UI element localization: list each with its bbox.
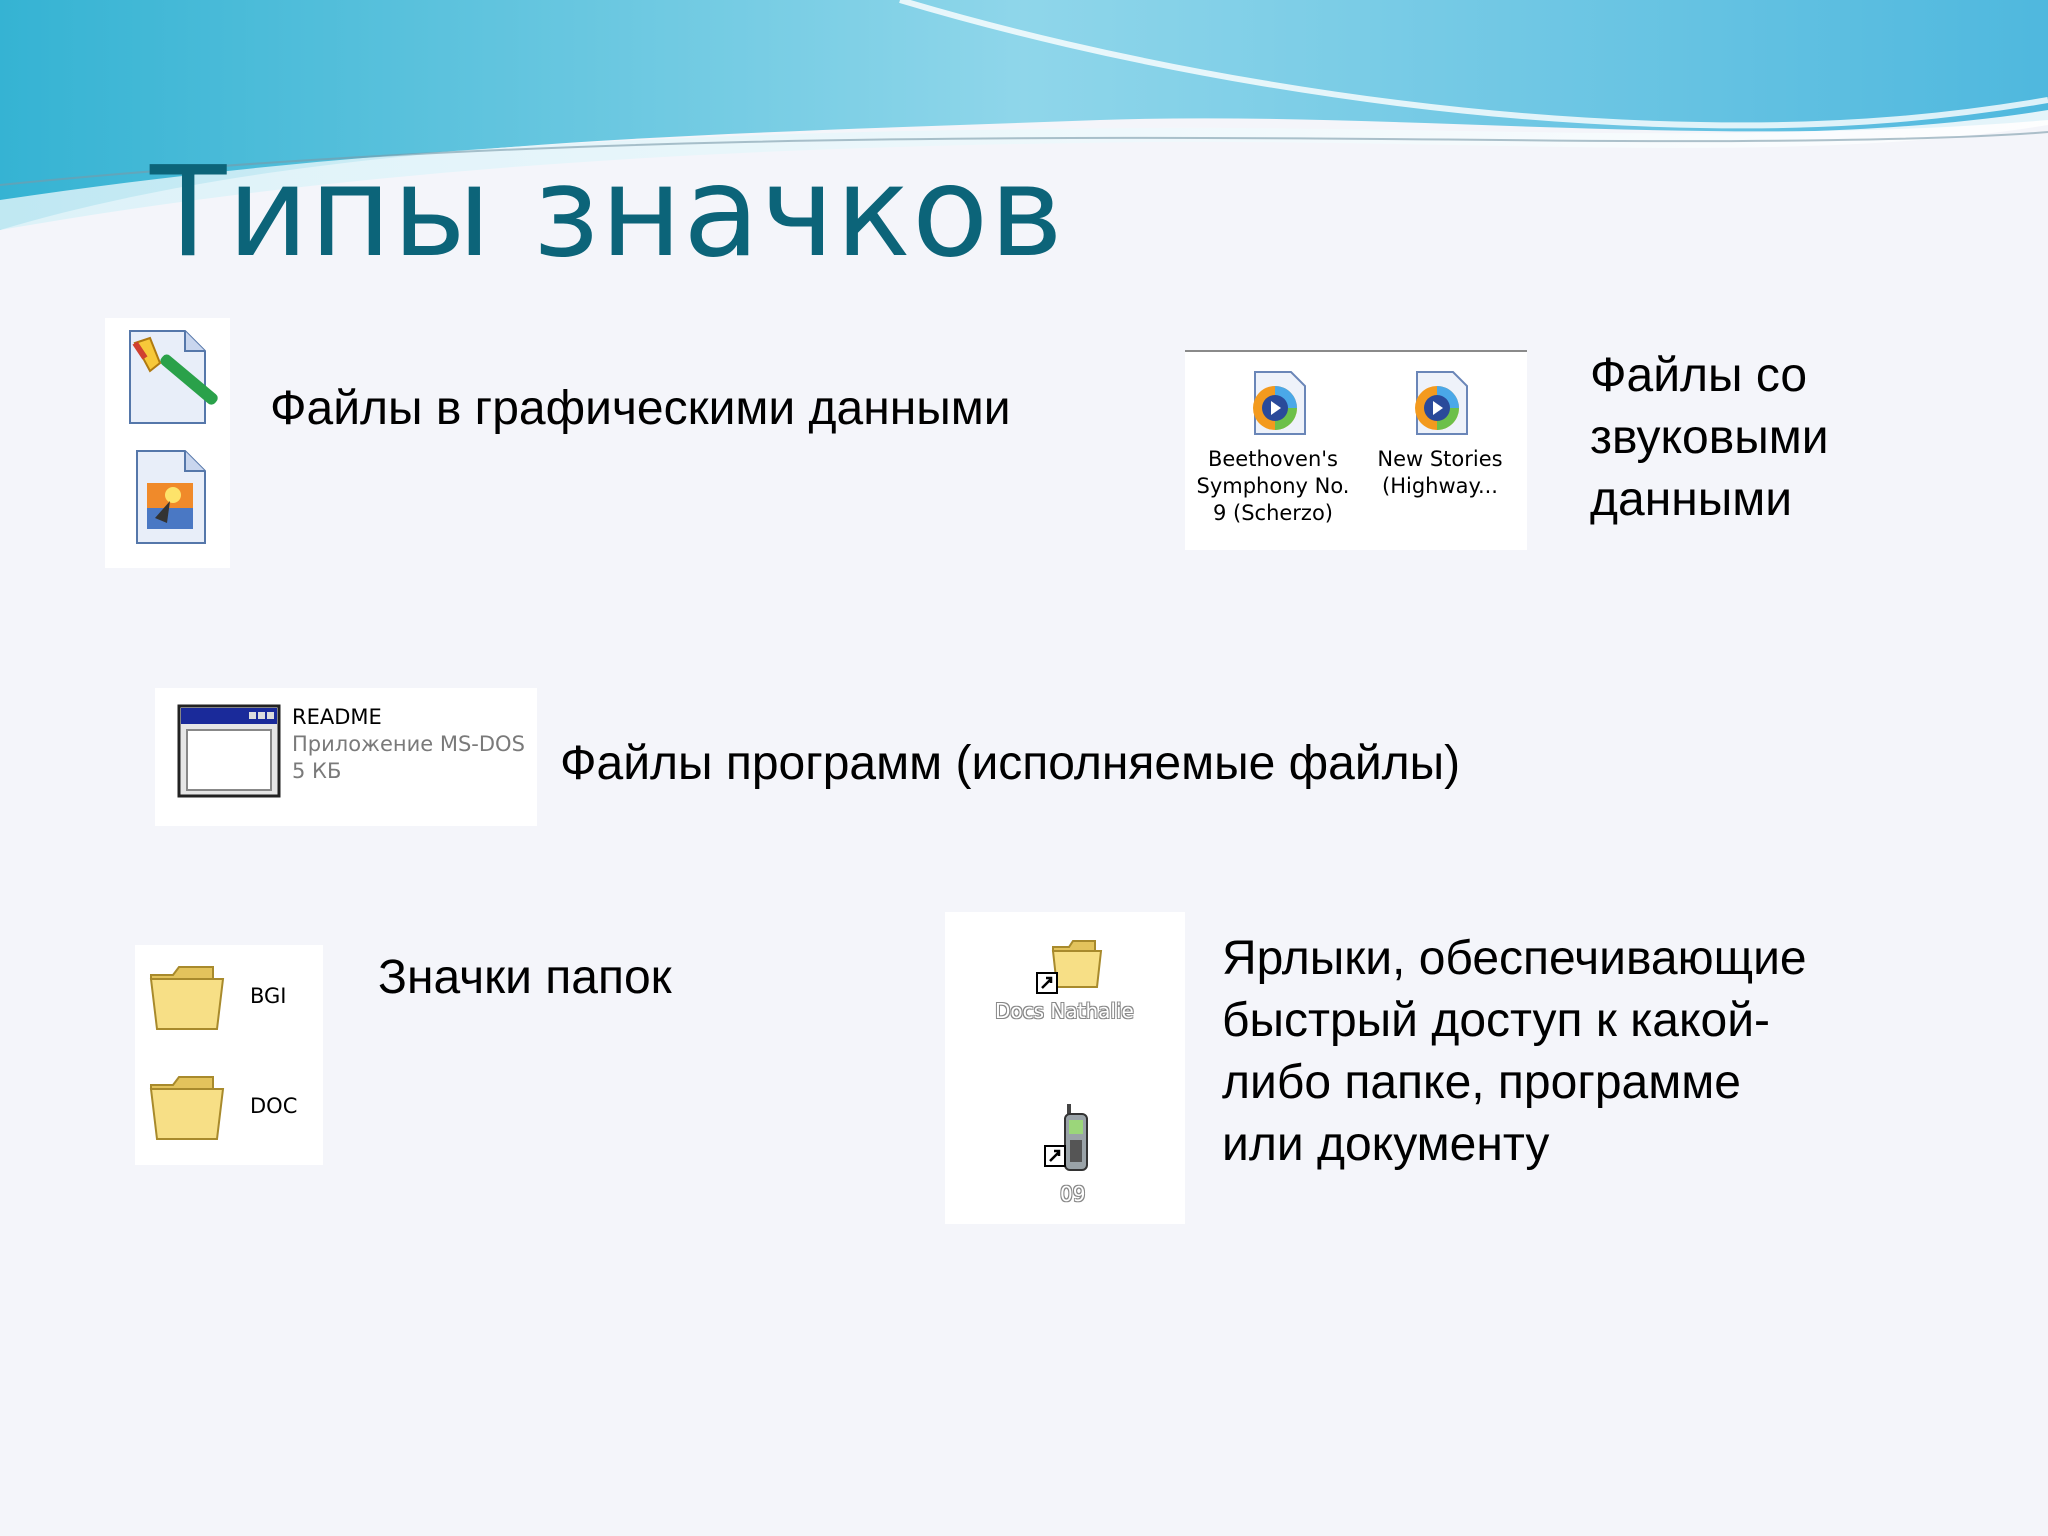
caption-line: быстрый доступ к какой- (1222, 994, 1770, 1047)
shortcut-name: Docs Nathalie (995, 999, 1134, 1023)
caption-line: Ярлыки, обеспечивающие (1222, 932, 1807, 985)
sound-files-panel (1185, 350, 1527, 550)
file-label-line: Symphony No. (1196, 474, 1350, 498)
sound-file-label[interactable] (1365, 446, 1515, 500)
file-type: Приложение MS-DOS (292, 732, 525, 756)
program-file-panel (155, 688, 537, 826)
folder-name: DOC (250, 1094, 298, 1118)
folder-icon (145, 955, 229, 1035)
file-size: 5 КБ (292, 759, 342, 783)
shortcuts-panel (945, 912, 1185, 1224)
caption-line: или документу (1222, 1118, 1550, 1171)
caption-line: либо папке, программе (1222, 1056, 1741, 1109)
shortcut-item[interactable] (995, 937, 1175, 1037)
folder-shortcut-icon (1035, 937, 1105, 997)
shortcut-name: 09 (1060, 1182, 1086, 1206)
folder-item[interactable] (145, 955, 315, 1040)
msdos-window-icon[interactable] (177, 704, 281, 800)
folders-panel (135, 945, 323, 1165)
paint-file-icon[interactable] (115, 323, 225, 433)
media-file-icon[interactable] (1407, 368, 1473, 438)
shortcuts-caption (1222, 928, 1807, 1176)
shortcut-item[interactable] (995, 1102, 1135, 1212)
slide-title: Типы значков (150, 140, 1065, 285)
graphics-icons-panel (105, 318, 230, 568)
sound-file-label[interactable] (1193, 446, 1353, 527)
image-file-icon[interactable] (115, 443, 225, 553)
graphics-caption: Файлы в графическими данными (270, 382, 1011, 435)
file-name: README (292, 705, 382, 729)
folders-caption: Значки папок (378, 951, 672, 1004)
folder-item[interactable] (145, 1065, 315, 1150)
media-file-icon[interactable] (1245, 368, 1311, 438)
phone-shortcut-icon (1043, 1102, 1103, 1174)
file-label-line: (Highway... (1382, 474, 1498, 498)
program-file-details[interactable] (292, 704, 525, 785)
folder-icon (145, 1065, 229, 1145)
file-label-line: Beethoven's (1207, 447, 1338, 471)
sound-caption: Файлы со звуковыми данными (1590, 349, 1829, 526)
folder-name: BGI (250, 984, 287, 1008)
file-label-line: New Stories (1377, 447, 1503, 471)
file-label-line: 9 (Scherzo) (1212, 501, 1334, 525)
programs-caption: Файлы программ (исполняемые файлы) (560, 737, 1461, 790)
